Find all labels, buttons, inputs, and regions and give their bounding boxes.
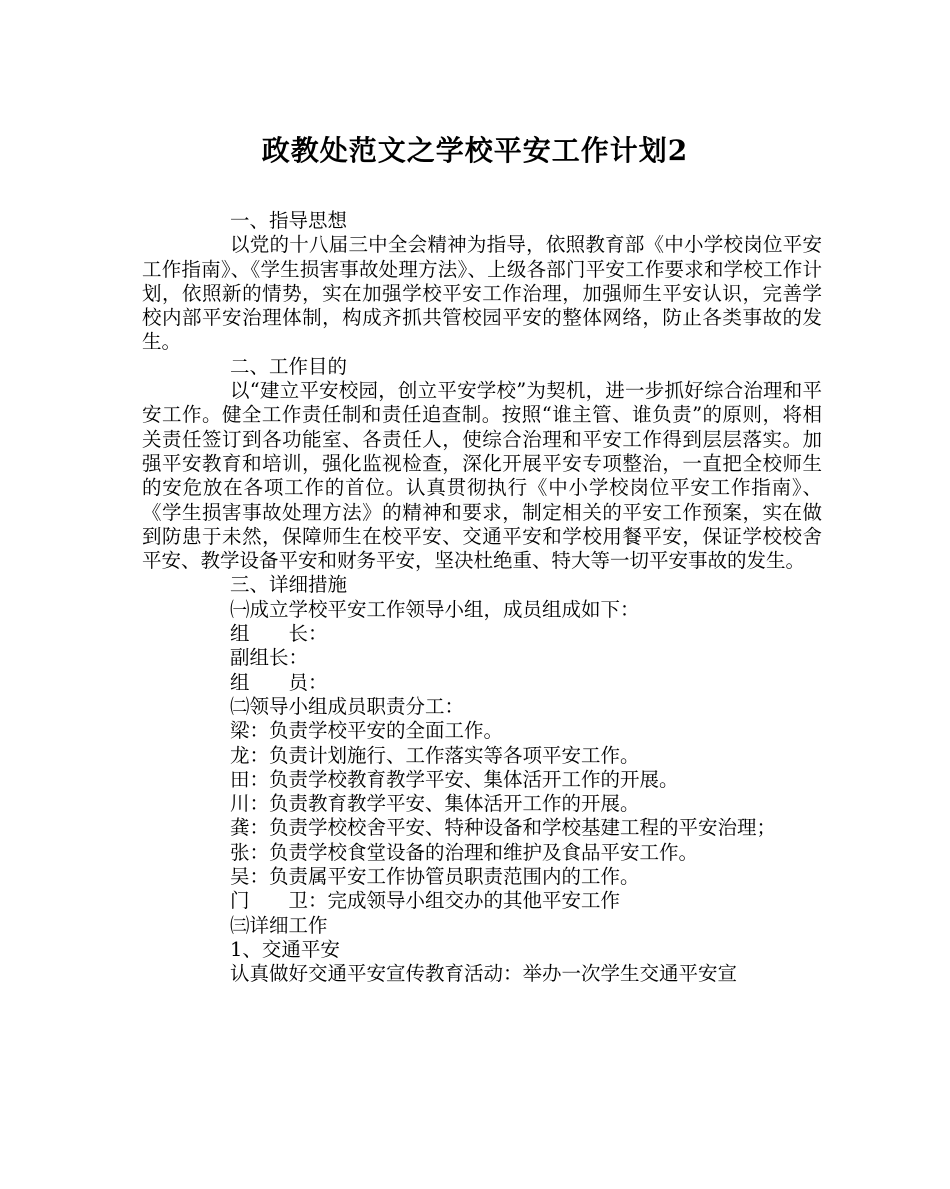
section-heading: 二、工作目的: [230, 354, 348, 378]
paragraph: ㈠成立学校平安工作领导小组，成员组成如下：: [230, 597, 640, 621]
section-heading: 一、指导思想: [230, 209, 348, 232]
list-item: 龙：负责计划施行、工作落实等各项平安工作。: [230, 743, 640, 767]
list-item: 吴：负责属平安工作协管员职责范围内的工作。: [230, 865, 640, 889]
paragraph: 认真做好交通平安宣传教育活动：举办一次学生交通平安宣: [230, 962, 738, 986]
list-item: 田：负责学校教育教学平安、集体活开工作的开展。: [230, 767, 679, 791]
paragraph: 以“建立平安校园，创立平安学校”为契机，进一步抓好综合治理和平安工作。健全工作责任制和责任追查制。按照“谁主管、谁负责”的原则，将相关责任签订到各功能室、各责任人，使综合治理和平安工作得到层层落实。加强平安教育和培训，强化监视检查，深化开展平安专项整治，一直把全校师生的安危放在各项工作的首位。认真贯彻执行《中小学校岗位平安工作指南》、《学生损害事故处理方法》的精神和要求，制定相关的平安工作预案，实在做到防患于未然，保障师生在校平安、交通平安和学校用餐平安，保证学校校舍平安、教学设备平安和财务平安，坚决杜绝重、特大等一切平安事故的发生。: [142, 379, 822, 573]
list-item: 张：负责学校食堂设备的治理和维护及食品平安工作。: [230, 840, 699, 864]
subsection-heading: 1、交通平安: [230, 937, 340, 961]
list-item: 梁：负责学校平安的全面工作。: [230, 719, 504, 743]
list-item: 副组长：: [230, 646, 309, 670]
list-item: 组 员：: [230, 670, 328, 694]
list-item: 门 卫：完成领导小组交办的其他平安工作: [230, 889, 621, 913]
list-item: 川：负责教育教学平安、集体活开工作的开展。: [230, 792, 640, 816]
section-heading: ㈢详细工作: [230, 913, 328, 937]
paragraph: 以党的十八届三中全会精神为指导，依照教育部《中小学校岗位平安工作指南》、《学生损害事故处理方法》、上级各部门平安工作要求和学校工作计划，依照新的情势，实在加强学校平安工作治理，加强师生平安认识，完善学校内部平安治理体制，构成齐抓共管校园平安的整体网络，防止各类事故的发生。: [142, 233, 822, 354]
section-heading: 三、详细措施: [230, 573, 348, 597]
list-item: 龚：负责学校校舍平安、特种设备和学校基建工程的平安治理；: [230, 816, 777, 840]
document-body: [142, 209, 822, 987]
page-title: 政教处范文之学校平安工作计划2: [261, 134, 689, 167]
paragraph: ㈡领导小组成员职责分工：: [230, 694, 465, 718]
list-item: 组 长：: [230, 622, 328, 646]
